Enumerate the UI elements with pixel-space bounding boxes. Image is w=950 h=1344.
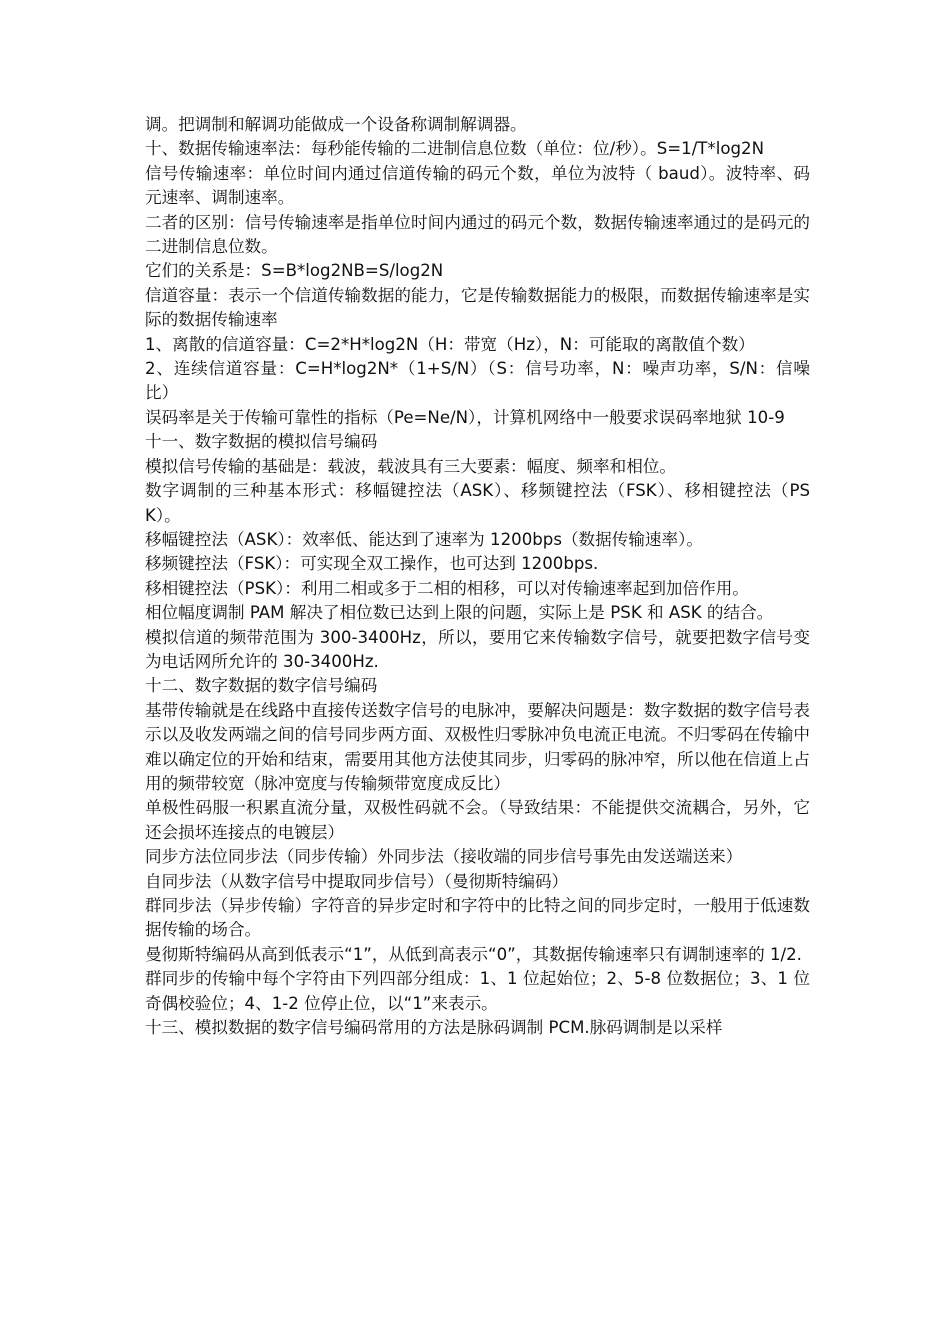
paragraph: 2、连续信道容量：C=H*log2N*（1+S/N）（S：信号功率，N：噪声功率，S/N：信噪比） bbox=[145, 359, 810, 403]
paragraph: 误码率是关于传输可靠性的指标（Pe=Ne/N），计算机网络中一般要求误码率地狱 10-9 bbox=[145, 407, 785, 427]
paragraph: 群同步的传输中每个字符由下列四部分组成：1、1 位起始位；2、5-8 位数据位；3、1 位奇偶校验位；4、1-2 位停止位，以“1”来表示。 bbox=[145, 969, 810, 1013]
paragraph: 单极性码服一积累直流分量，双极性码就不会。（导致结果：不能提供交流耦合，另外，它还会损坏连接点的电镀层） bbox=[145, 798, 810, 842]
paragraph: 移频键控法（FSK）：可实现全双工操作，也可达到 1200bps. bbox=[145, 554, 599, 574]
paragraph: 十三、模拟数据的数字信号编码常用的方法是脉码调制 PCM.脉码调制是以采样 bbox=[145, 1018, 723, 1038]
paragraph: 模拟信号传输的基础是：载波，载波具有三大要素：幅度、频率和相位。 bbox=[145, 456, 676, 476]
paragraph: 相位幅度调制 PAM 解决了相位数已达到上限的问题，实际上是 PSK 和 ASK 的结合。 bbox=[145, 603, 774, 623]
section-heading: 十二、数字数据的数字信号编码 bbox=[145, 676, 378, 696]
paragraph: 十、数据传输速率法：每秒能传输的二进制信息位数（单位：位/秒）。S=1/T*log2N bbox=[145, 139, 764, 159]
paragraph: 移幅键控法（ASK）：效率低、能达到了速率为 1200bps（数据传输速率）。 bbox=[145, 529, 704, 549]
paragraph: 二者的区别：信号传输速率是指单位时间内通过的码元个数，数据传输速率通过的是码元的二进制信息位数。 bbox=[145, 212, 810, 257]
paragraph: 信号传输速率：单位时间内通过信道传输的码元个数，单位为波特（ baud）。波特率、码元速率、调制速率。 bbox=[145, 163, 810, 208]
paragraph: 它们的关系是：S=B*log2NB=S/log2N bbox=[145, 261, 444, 281]
paragraph: 群同步法（异步传输）字符音的异步定时和字符中的比特之间的同步定时，一般用于低速数据传输的场合。 bbox=[145, 896, 810, 940]
paragraph: 曼彻斯特编码从高到低表示“1”，从低到高表示“0”，其数据传输速率只有调制速率的 1/2. bbox=[145, 944, 802, 964]
paragraph: 调。把调制和解调功能做成一个设备称调制解调器。 bbox=[145, 115, 527, 134]
section-heading: 十一、数字数据的模拟信号编码 bbox=[145, 432, 378, 452]
paragraph: 基带传输就是在线路中直接传送数字信号的电脉冲，要解决问题是：数字数据的数字信号表示以及收发两端之间的信号同步两方面、双极性归零脉冲负电流正电流。不归零码在传输中难以确定位的开始和结束，需要用其他方法使其同步，归零码的脉冲窄，所以他在信道上占用的频带较宽（脉冲宽度与传输频带宽度成反比） bbox=[145, 700, 810, 793]
paragraph: 模拟信道的频带范围为 300-3400Hz，所以，要用它来传输数字信号，就要把数字信号变为电话网所允许的 30-3400Hz. bbox=[145, 627, 810, 671]
paragraph: 数字调制的三种基本形式：移幅键控法（ASK）、移频键控法（FSK）、移相键控法（PSK）。 bbox=[145, 481, 810, 525]
paragraph: 移相键控法（PSK）：利用二相或多于二相的相移，可以对传输速率起到加倍作用。 bbox=[145, 578, 749, 598]
paragraph: 1、离散的信道容量：C=2*H*log2N（H：带宽（Hz），N：可能取的离散值个数） bbox=[145, 334, 755, 354]
document-body bbox=[145, 113, 810, 1040]
paragraph: 自同步法（从数字信号中提取同步信号）（曼彻斯特编码） bbox=[145, 871, 569, 891]
paragraph: 信道容量：表示一个信道传输数据的能力，它是传输数据能力的极限，而数据传输速率是实际的数据传输速率 bbox=[145, 285, 810, 330]
paragraph: 同步方法位同步法（同步传输）外同步法（接收端的同步信号事先由发送端送来） bbox=[145, 847, 743, 867]
